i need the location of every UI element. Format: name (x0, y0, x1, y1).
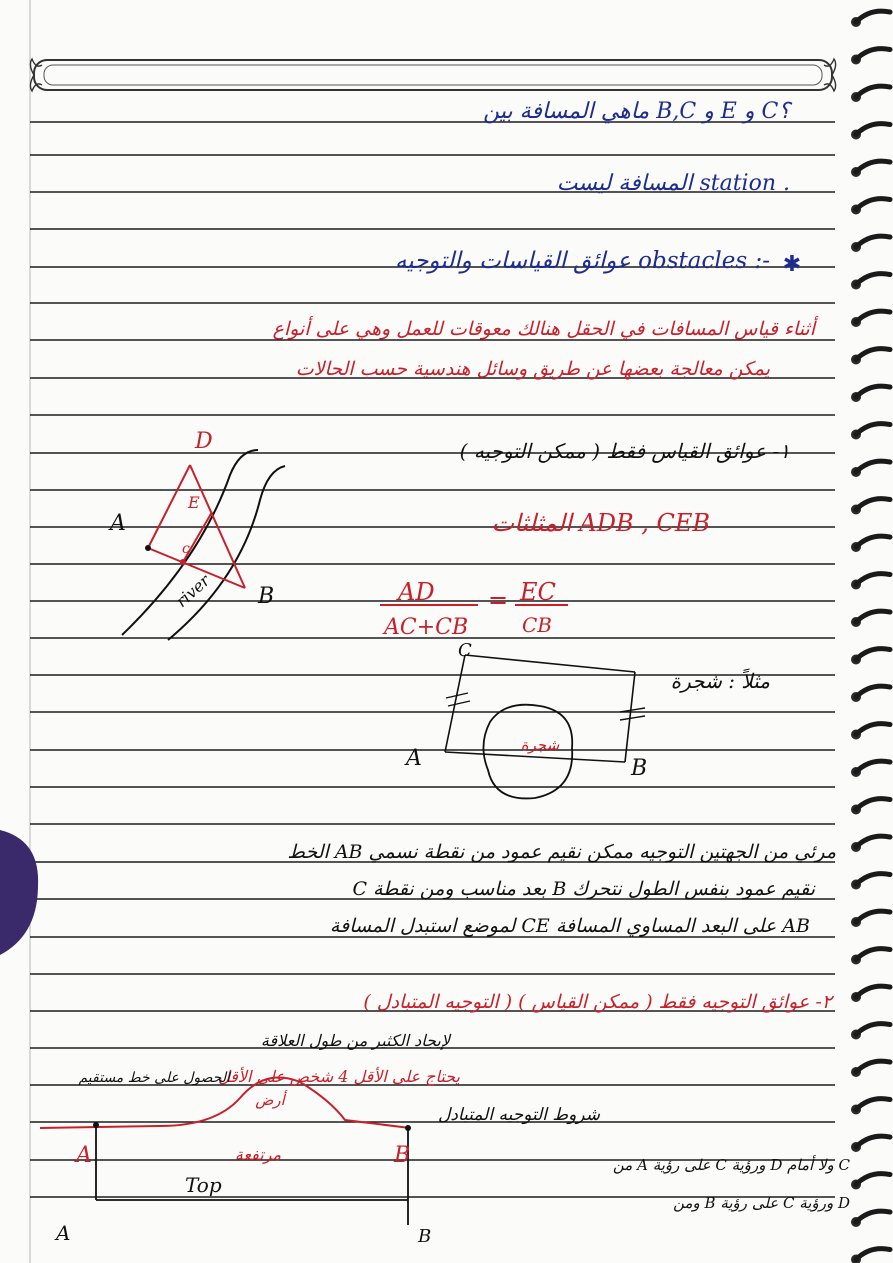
binding-coil (856, 611, 890, 622)
section-1-title: ١- عوائق القياس فقط ( ممكن التوجيه ) (459, 439, 790, 463)
rule-line-2: ومن B على رؤية C ورؤية D (673, 1194, 850, 1212)
binding-coil (856, 349, 890, 360)
ratio-equals: = (488, 586, 509, 614)
diagram-river-triangles (108, 429, 285, 640)
diagram3-bottom-A: A (56, 1221, 71, 1245)
binding-coil (856, 949, 890, 960)
conditions-title: شروط التوجيه المتبادل (437, 1105, 600, 1125)
diagram-tree-obstacle (404, 640, 647, 798)
binding-coil (856, 686, 890, 697)
binding-coil (856, 274, 890, 285)
ratio-denominator-1: AC+CB (384, 615, 469, 640)
tree-label: شجرة (520, 736, 560, 754)
rule-line-1: من A على رؤية C ورؤية D ولا أمام C (612, 1156, 850, 1174)
binding-coil (856, 1099, 890, 1110)
diagram3-bottom-B: B (418, 1226, 432, 1247)
heading-obstacles: عوائق القياسات والتوجيه obstacles :- (394, 248, 770, 274)
binding-coil (856, 11, 890, 22)
binding-coil (856, 911, 890, 922)
diagram2-point-C: C (458, 640, 472, 661)
diagram3-top-A: A (76, 1143, 92, 1168)
line-2: المسافة ليست station . (556, 171, 790, 196)
ratio-equation (380, 578, 568, 640)
diagram1-point-A: A (110, 511, 126, 536)
binding-coil (856, 761, 890, 772)
paragraph-line-1: الخط AB مرئي من الجهتين التوجيه ممكن نقيم عمود من نقطة نسمي (287, 841, 836, 863)
binding-coil (856, 1136, 890, 1147)
diagram1-point-D: D (195, 429, 213, 454)
binding-coil (856, 311, 890, 322)
diagram3-top-B: B (394, 1143, 411, 1168)
diagram2-point-B: B (631, 756, 648, 781)
paragraph-line-2: C بعد مناسب ومن نقطة B نقيم عمود بنفس الطول نتحرك (352, 878, 815, 900)
ratio-numerator-2: EC (520, 578, 556, 606)
diagram1-river-label: river (171, 570, 214, 611)
hill-label-2: مرتفعة (234, 1145, 282, 1164)
binding-coil (856, 724, 890, 735)
binding-coil (856, 499, 890, 510)
paragraph-line-3: لموضع استبدل المسافة CE على البعد المساوي المسافة AB (329, 915, 810, 937)
binding-coil (856, 161, 890, 172)
binding-coil (856, 874, 890, 885)
binding-coil (856, 574, 890, 585)
triangles-label: المثلثات ADB , CEB (491, 509, 710, 537)
binding-coil (856, 1211, 890, 1222)
binding-coil (856, 236, 890, 247)
binding-coil (856, 86, 890, 97)
intro-line-1: أثناء قياس المسافات في الحقل هنالك معوقات للعمل وهي على أنواع (272, 318, 815, 340)
binding-coil (856, 1061, 890, 1072)
ratio-numerator-1: AD (398, 578, 435, 606)
binding-coil (856, 386, 890, 397)
binding-coil (856, 461, 890, 472)
hill-label-1: أرض (255, 1091, 285, 1109)
diagram1-point-C: c (182, 541, 190, 557)
margin-note: الحصول على خط مستقيم (78, 1070, 230, 1086)
asterisk-icon: ✱ (782, 252, 802, 277)
binding-coil (856, 1249, 890, 1260)
spiral-binding (851, 11, 890, 1263)
binding-coil (856, 1024, 890, 1035)
binding-coil (856, 1174, 890, 1185)
binding-coil (856, 536, 890, 547)
section-2-subtitle: لإيجاد الكثير من طول العلاقة (260, 1031, 450, 1050)
diagram1-point-B: B (258, 584, 275, 609)
binding-coil (856, 199, 890, 210)
header-banner (30, 59, 835, 91)
diagram-hill-reciprocal-ranging (40, 1078, 431, 1247)
diagram1-point-E: E (188, 493, 200, 512)
section-2-title: ٢- عوائق التوجيه فقط ( ممكن القياس ) ( التوجيه المتبادل ) (363, 991, 832, 1013)
example-label: مثلاً : شجرة (670, 669, 770, 693)
binding-coil (856, 836, 890, 847)
diagram2-point-A: A (406, 746, 422, 771)
binding-coil (856, 49, 890, 60)
binding-coil (856, 124, 890, 135)
binding-coil (856, 986, 890, 997)
diagram3-top-label: Top (185, 1173, 222, 1197)
binding-coil (856, 424, 890, 435)
ratio-denominator-2: CB (522, 613, 552, 637)
binding-coil (856, 799, 890, 810)
need-people-note: يحتاج على الأقل 4 شخص على الأقل (218, 1067, 460, 1086)
line-1: ماهي المسافة بين B,C و E و C؟ (483, 99, 790, 124)
binding-coil (856, 649, 890, 660)
intro-line-2: يمكن معالجة بعضها عن طريق وسائل هندسية حسب الحالات (295, 358, 770, 380)
